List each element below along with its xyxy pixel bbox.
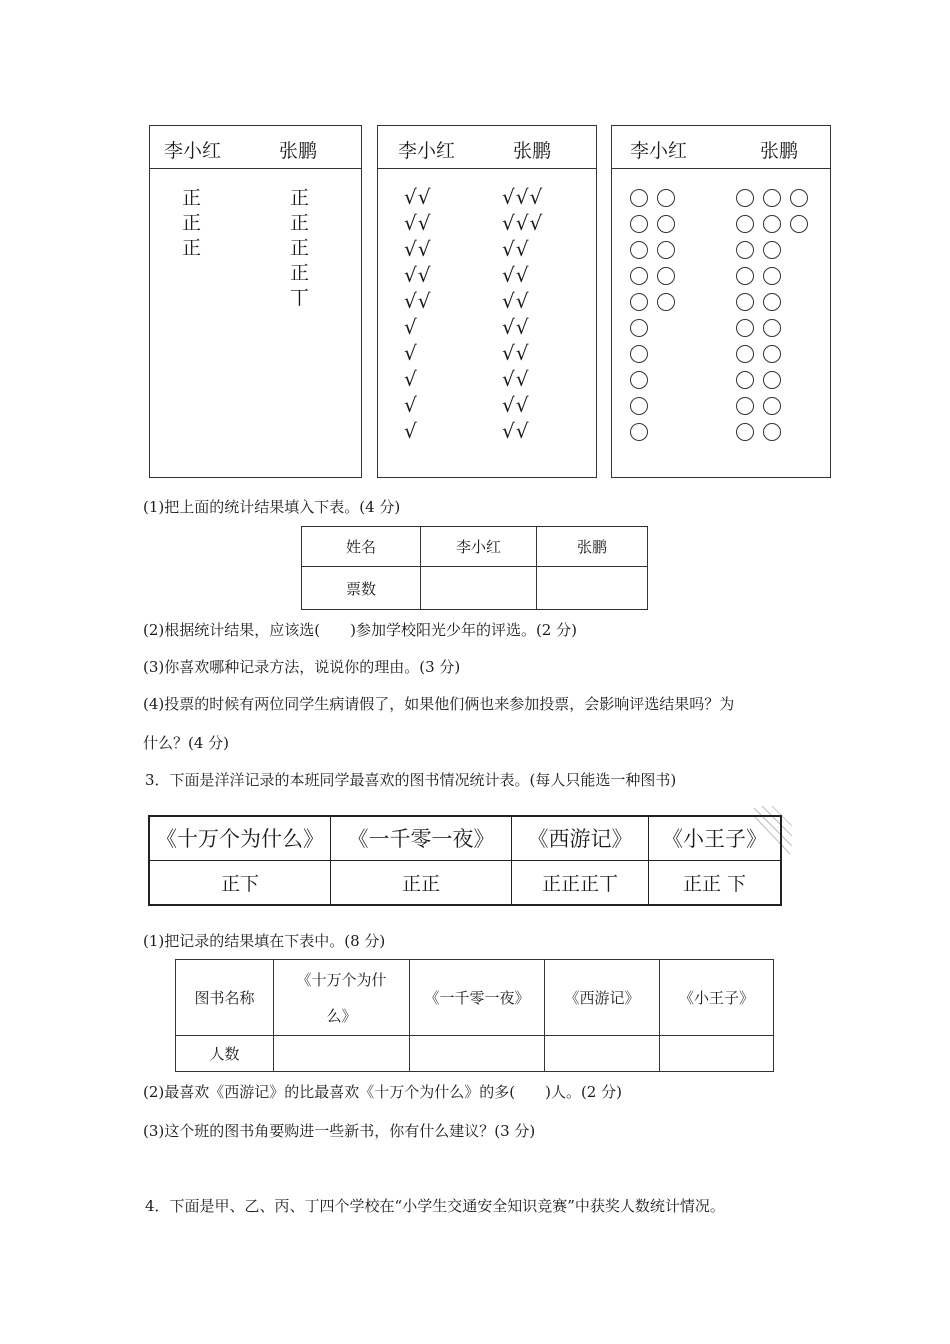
header-book-name: 图书名称 <box>176 960 274 1036</box>
check-mark-row: √ <box>404 367 418 391</box>
name-zhang-peng: 张鹏 <box>279 140 318 162</box>
vote-circle <box>763 423 781 441</box>
vote-circle <box>763 241 781 259</box>
vote-circle <box>736 215 754 233</box>
tally-panel-2 <box>377 125 597 478</box>
check-mark-row: √√ <box>502 419 530 443</box>
check-mark-row: √√ <box>404 185 432 209</box>
tally-column-li <box>182 186 201 261</box>
check-mark-row: √ <box>404 315 418 339</box>
check-mark-row: √√√ <box>502 211 544 235</box>
check-mark-row: √√ <box>404 211 432 235</box>
vote-circle <box>736 345 754 363</box>
vote-circle <box>630 423 648 441</box>
header-book-1-line2: 么》 <box>326 1006 357 1025</box>
answer-cell-zhang[interactable] <box>537 567 648 610</box>
q2-part4-line1: (4)投票的时候有两位同学生病请假了，如果他们俩也来参加投票，会影响评选结果吗？为 <box>143 695 735 713</box>
book-title: 《十万个为什么》 <box>149 816 331 860</box>
name-li-xiaohong: 李小红 <box>630 140 688 162</box>
book-tally: 正正 <box>331 860 512 905</box>
header-name: 姓名 <box>302 527 421 567</box>
check-mark-row: √√ <box>502 393 530 417</box>
q3-part2: (2)最喜欢《西游记》的比最喜欢《十万个为什么》的多( )人。(2 分) <box>143 1083 622 1101</box>
header-book-3: 《西游记》 <box>545 960 660 1036</box>
vote-circle <box>736 319 754 337</box>
q2-part4-line2: 什么？(4 分) <box>143 734 230 752</box>
vote-circle <box>736 189 754 207</box>
name-zhang-peng: 张鹏 <box>760 140 799 162</box>
vote-circle <box>763 189 781 207</box>
check-mark-row: √√ <box>502 315 530 339</box>
vote-circle <box>630 267 648 285</box>
q2-answer-table <box>301 526 648 610</box>
answer-cell[interactable] <box>545 1036 660 1072</box>
vote-circle <box>763 397 781 415</box>
book-title: 《小王子》 <box>649 816 782 860</box>
tally-panel-1 <box>149 125 362 478</box>
check-mark-row: √ <box>404 419 418 443</box>
vote-circle <box>630 345 648 363</box>
book-title: 《西游记》 <box>512 816 649 860</box>
check-mark-row: √√ <box>404 263 432 287</box>
check-mark-row: √√ <box>502 289 530 313</box>
tally-column-zhang <box>290 186 309 311</box>
row-label-votes: 票数 <box>302 567 421 610</box>
q4-intro: 4．下面是甲、乙、丙、丁四个学校在“小学生交通安全知识竞赛”中获奖人数统计情况。 <box>145 1197 725 1215</box>
vote-circle <box>657 267 675 285</box>
answer-cell[interactable] <box>274 1036 410 1072</box>
book-tally-table <box>148 815 782 906</box>
answer-cell[interactable] <box>660 1036 774 1072</box>
check-mark-row: √√ <box>404 237 432 261</box>
q3-part3: (3)这个班的图书角要购进一些新书，你有什么建议？(3 分) <box>143 1122 536 1140</box>
header-book-4: 《小王子》 <box>660 960 774 1036</box>
q2-part3: (3)你喜欢哪种记录方法，说说你的理由。(3 分) <box>143 658 461 676</box>
tally-mark: 正 <box>290 262 310 284</box>
check-mark-row: √√ <box>502 237 530 261</box>
check-mark-row: √√ <box>502 367 530 391</box>
book-tally: 正正 下 <box>649 860 782 905</box>
q2-part2: (2)根据统计结果，应该选( )参加学校阳光少年的评选。(2 分) <box>143 621 577 639</box>
vote-circle <box>657 215 675 233</box>
header-book-2: 《一千零一夜》 <box>410 960 545 1036</box>
name-li-xiaohong: 李小红 <box>164 140 222 162</box>
tally-mark: 丅 <box>290 287 310 309</box>
vote-circle <box>736 293 754 311</box>
book-title: 《一千零一夜》 <box>331 816 512 860</box>
q2-part1: (1)把上面的统计结果填入下表。(4 分) <box>143 498 401 516</box>
vote-circle <box>630 319 648 337</box>
header-li-xiaohong: 李小红 <box>421 527 537 567</box>
tally-mark: 正 <box>182 237 202 259</box>
vote-circle <box>763 267 781 285</box>
tally-mark: 正 <box>290 187 310 209</box>
vote-circle <box>790 189 808 207</box>
vote-circle <box>630 189 648 207</box>
book-tally: 正正正丅 <box>512 860 649 905</box>
vote-circle <box>763 345 781 363</box>
check-column-zhang <box>502 184 543 444</box>
header-book-1-line1: 《十万个为什 <box>296 970 387 989</box>
check-mark-row: √√√ <box>502 185 544 209</box>
q3-answer-table <box>175 959 774 1072</box>
name-li-xiaohong: 李小红 <box>398 140 456 162</box>
row-label-people: 人数 <box>176 1036 274 1072</box>
tally-mark: 正 <box>290 237 310 259</box>
vote-circle <box>657 189 675 207</box>
vote-circle <box>736 371 754 389</box>
q3-part1: (1)把记录的结果填在下表中。(8 分) <box>143 932 386 950</box>
tally-mark: 正 <box>290 212 310 234</box>
check-mark-row: √ <box>404 393 418 417</box>
book-tally: 正下 <box>149 860 331 905</box>
vote-circle <box>630 371 648 389</box>
check-mark-row: √√ <box>502 263 530 287</box>
vote-circle <box>657 293 675 311</box>
vote-circle <box>630 241 648 259</box>
tally-panel-3 <box>611 125 831 478</box>
tally-mark: 正 <box>182 187 202 209</box>
vote-circle <box>736 423 754 441</box>
header-zhang-peng: 张鹏 <box>537 527 648 567</box>
answer-cell-li[interactable] <box>421 567 537 610</box>
check-column-li <box>404 184 432 444</box>
vote-circle <box>736 267 754 285</box>
check-mark-row: √√ <box>502 341 530 365</box>
name-zhang-peng: 张鹏 <box>513 140 552 162</box>
vote-circle <box>763 319 781 337</box>
check-mark-row: √√ <box>404 289 432 313</box>
vote-circle <box>630 293 648 311</box>
vote-circle <box>790 215 808 233</box>
vote-circle <box>630 215 648 233</box>
vote-circle <box>763 215 781 233</box>
vote-circle <box>736 241 754 259</box>
vote-circle <box>630 397 648 415</box>
vote-circle <box>763 371 781 389</box>
header-book-1 <box>274 960 410 1036</box>
q3-intro: 3．下面是洋洋记录的本班同学最喜欢的图书情况统计表。(每人只能选一种图书) <box>145 771 677 789</box>
check-mark-row: √ <box>404 341 418 365</box>
tally-mark: 正 <box>182 212 202 234</box>
vote-circle <box>763 293 781 311</box>
answer-cell[interactable] <box>410 1036 545 1072</box>
vote-circle <box>736 397 754 415</box>
vote-circle <box>657 241 675 259</box>
